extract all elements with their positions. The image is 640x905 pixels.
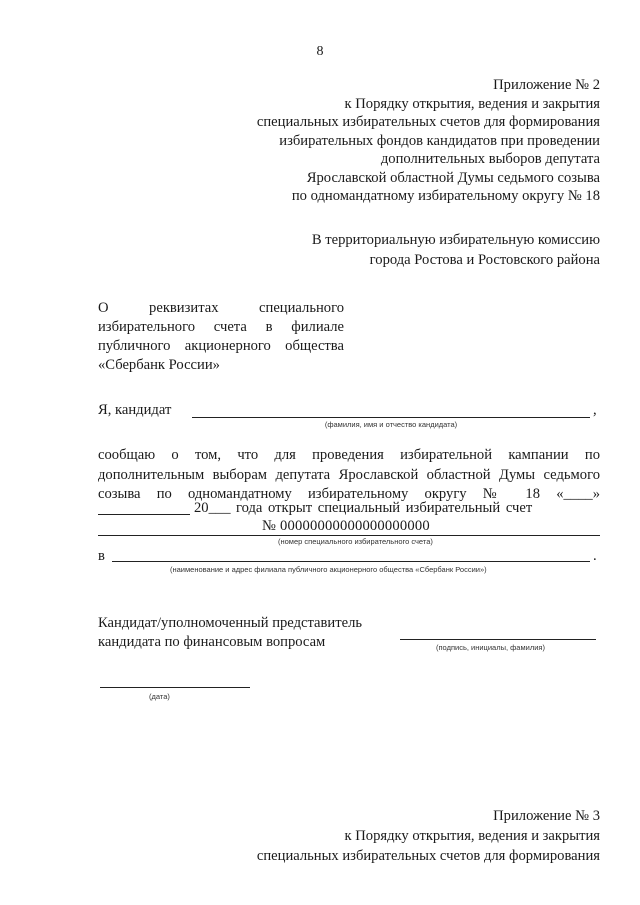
appendix-3-title: Приложение № 3	[493, 808, 600, 824]
appendix-3-line: специальных избирательных счетов для формирования	[256, 848, 600, 864]
message-line-4: года открыт специальный избирательный счет	[236, 500, 533, 516]
branch-period: .	[593, 548, 597, 564]
appendix-2-line: по одномандатному избирательному округу № 18	[291, 188, 600, 204]
account-hint: (номер специального избирательного счета)	[278, 537, 433, 546]
addressee-line: города Ростова и Ростовского района	[369, 252, 600, 268]
appendix-2-header	[257, 76, 600, 206]
subject-line: избирательного счета в филиале	[98, 319, 344, 335]
message-paragraph	[98, 446, 600, 505]
appendix-3-line: к Порядку открытия, ведения и закрытия	[344, 828, 600, 844]
account-number: № 00000000000000000000	[262, 518, 430, 534]
addressee-line: В территориальную избирательную комиссию	[311, 232, 600, 248]
signature-line: Кандидат/уполномоченный представитель	[98, 615, 363, 631]
candidate-name-field[interactable]	[192, 417, 590, 418]
subject-line: «Сбербанк России»	[98, 357, 220, 373]
candidate-comma: ,	[593, 402, 597, 418]
subject-block	[98, 299, 344, 375]
appendix-2-line: к Порядку открытия, ведения и закрытия	[344, 95, 600, 112]
appendix-3-header	[257, 806, 600, 866]
signature-label	[98, 614, 362, 652]
appendix-2-line: специальных избирательных счетов для формирования	[256, 114, 600, 130]
branch-label: в	[98, 548, 105, 564]
day-month-field[interactable]	[98, 514, 190, 515]
branch-hint: (наименование и адрес филиала публичного акционерного общества «Сбербанк России»)	[170, 565, 487, 574]
appendix-2-line: Ярославской областной Думы седьмого созыва	[306, 169, 600, 186]
signature-field[interactable]	[400, 639, 596, 640]
addressee-block	[312, 230, 600, 270]
signature-line: кандидата по финансовым вопросам	[98, 634, 326, 650]
subject-line: О реквизитах специального	[98, 300, 344, 316]
subject-line: публичного акционерного общества	[98, 338, 344, 354]
signature-hint: (подпись, инициалы, фамилия)	[436, 643, 545, 652]
year-field[interactable]: 20___	[194, 500, 231, 516]
date-field[interactable]	[100, 687, 250, 688]
message-line: сообщаю о том, что для проведения избирательной кампании по	[98, 447, 600, 463]
page-number: 8	[316, 44, 324, 59]
message-line: дополнительным выборам депутата Ярославской областной Думы седьмого	[98, 466, 600, 483]
appendix-2-line: дополнительных выборов депутата	[380, 151, 600, 167]
candidate-hint: (фамилия, имя и отчество кандидата)	[324, 420, 458, 429]
candidate-label: Я, кандидат	[98, 402, 172, 418]
date-hint: (дата)	[149, 692, 170, 701]
branch-field[interactable]	[112, 561, 590, 562]
message-line: созыва по одномандатному избирательному округу № 18 «____»	[98, 486, 600, 502]
appendix-2-line: избирательных фондов кандидатов при проведении	[279, 132, 600, 149]
account-number-line	[98, 535, 600, 536]
appendix-2-title: Приложение № 2	[493, 77, 600, 93]
